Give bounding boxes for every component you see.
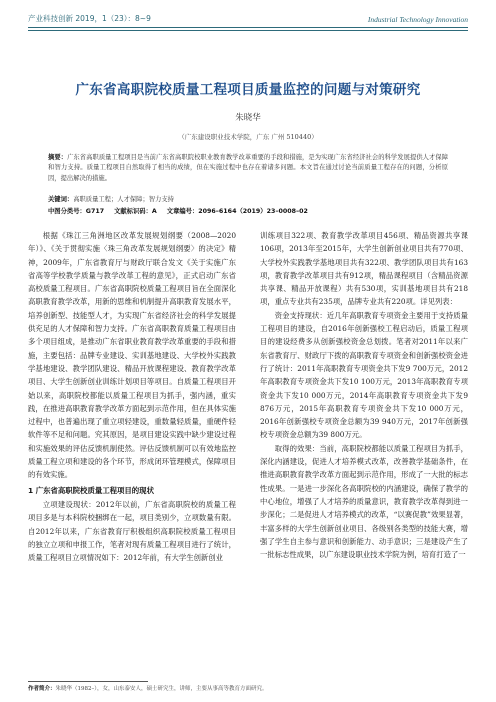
paragraph-effects: 取得的效果：当前，高职院校都能以质量工程项目为抓手，深化内涵建设，促进人才培养模式改革，改善教学基础条件，在推进高职教育教学改革方面起到示范作用，形成了一大批的标志性成果。一是进一步深化各高职院校的内涵建设，确保了教学的中心地位，增强了人才培养的质量意识，教育教学改革得到进一步深化；二是促进人才培养模式的改革，“以赛促教”效果显著，丰富多样的大学生创新创业项目、各级别各类型的技能大赛，增强了学生自主参与意识和创新能力、动手意识；三是建设产生了一批标志性成果，以广东建设职业技术学院为例，培育打造了一 <box>260 443 468 560</box>
author-footnote <box>28 684 468 692</box>
footnote-rule <box>28 681 148 682</box>
abstract <box>48 153 448 184</box>
paragraph-funding: 资金支持现状：近几年高职教育专项资金主要用于支持质量工程项目的建设，自2016年创新强校工程启动后，质量工程项目的建设经费多从创新强校资金总划拨。笔者对2011年以来广东省教育厅、财政厅下拨的高职教育专项资金和创新强校资金进行了统计：2011年高职教育专项资金共下发9 700万元，2012年高职教育专项资金共下发10 100万元，2013年高职教育专项资金共下发10 000万元，2014年高职教育专项资金共下发9 876万元，2015年高职教育专项资金共下发10 000万元，2016年创新强校专项资金总额为39 940万元，2017年创新强校专项资金总额为39 800万元。 <box>260 310 468 440</box>
article-number: 文章编号：2096–6164（2019）23–0008–02 <box>166 208 308 215</box>
classification-line <box>48 206 448 215</box>
footnote-label: 作者简介： <box>28 686 56 692</box>
header-rule <box>28 27 468 28</box>
keywords-label: 关键词： <box>48 196 74 203</box>
keywords <box>48 194 448 203</box>
paragraph-project-status: 立项建设现状：2012年以前，广东省高职院校的质量工程项目多是与本科院校捆绑在一起，项目类别少，立项数量有限。自2012年以来，广东省教育厅积极组织高职院校质量工程项目的独立立项和申报工作，笔者对现有质量工程项目进行了统计，质量工程项目立项情况如下：2012年前，有大学生创新创业 <box>28 499 236 563</box>
journal-citation: 产业科技创新 2019，1（23）：8~9 <box>28 14 151 23</box>
keywords-text: 高职质量工程；人才保障；智力支持 <box>73 196 174 203</box>
document-code: 文献标识码：A <box>114 208 157 215</box>
body-column-left <box>28 229 236 564</box>
header-rule-thin <box>28 30 468 31</box>
paper-title: 广东省高职院校质量工程项目质量监控的问题与对策研究 <box>75 82 421 98</box>
running-header <box>28 8 468 24</box>
intro-paragraph: 根据《珠江三角洲地区改革发展规划纲要（2008—2020年）》、《关于贯彻实施〈珠三角改革发展规划纲要〉的决定》精神，2009年，广东省教育厅与财政厅联合发文《关于实施广东省高等学校教学质量与教学改革工程的意见》，正式启动广东省高校质量工程项目。广东省高职院校质量工程项目旨在全面深化高职教育教学改革，用新的思维和机制提升高职教育发展水平，培养创新型、技能型人才，为实现广东省经济社会的科学发展提供充足的人才保障和智力支持。广东省高职教育质量工程项目由多个项目组成，是推动广东省职业教育教学改革重要的手段和措施，主要包括：品牌专业建设、实训基地建设、大学校外实践教学基地建设、教学团队建设、精品开放课程建设、教育教学改革项目、大学生创新创业训练计划项目等项目。自质量工程项目开始以来，高职院校都能以质量工程项目为抓手，强内涵，重实践，在推进高职教育教学改革方面起到示范作用，但在具体实施过程中，也普遍出现了重立项轻建设，重数量轻质量，重硬件轻软件等不足和问题。究其原因，是项目建设实践中缺少建设过程和实施效果的评估反馈机制使然。评估反馈机制可以有效地监控质量工程立项和建设的各个环节，形成闭环管理模式，保障项目的有效实施。 <box>28 231 236 480</box>
section-heading-1: 1 广东省高职院校质量工程项目的现状 <box>28 485 154 495</box>
paragraph-project-counts: 训练项目322项、教育教学改革项目456项、精品资源共享课106项，2013年至2015年，大学生创新创业项目共有770项、大学校外实践教学基地项目共有322项、教学团队项目共有163项，教育教学改革项目共有912项，精品课程项目（含精品资源共享课、精品开放课程）共有530项，实训基地项目共有218项，重点专业共有235项，品牌专业共有220项。详见列表： <box>260 231 468 307</box>
journal-name-en: Industrial Technology Innovation <box>367 15 468 24</box>
footnote-text: 朱晓华（1982–），女，山东泰安人，硕士研究生，讲师，主要从事高等教育方面研究。 <box>55 686 268 692</box>
abstract-label: 摘要： <box>48 154 68 161</box>
author-affiliation: （广东建设职业技术学院，广东 广州 510440） <box>178 133 318 141</box>
abstract-text: 广东省高职质量工程项目是当前广东省高职院校职业教育教学改革重要的手段和措施，是为实现广东省经济社会的科学发展提供人才保障和智力支持。质量工程项目自然取得了相当的成绩，但在实施过程中也存在着诸多问题。本文旨在通过讨论当前质量工程存在的问题，分析原因，提出解决的措施。 <box>48 154 449 182</box>
clc-number: 中图分类号：G717 <box>48 208 105 215</box>
body-column-right <box>260 229 468 561</box>
author-name: 朱晓华 <box>235 113 261 123</box>
